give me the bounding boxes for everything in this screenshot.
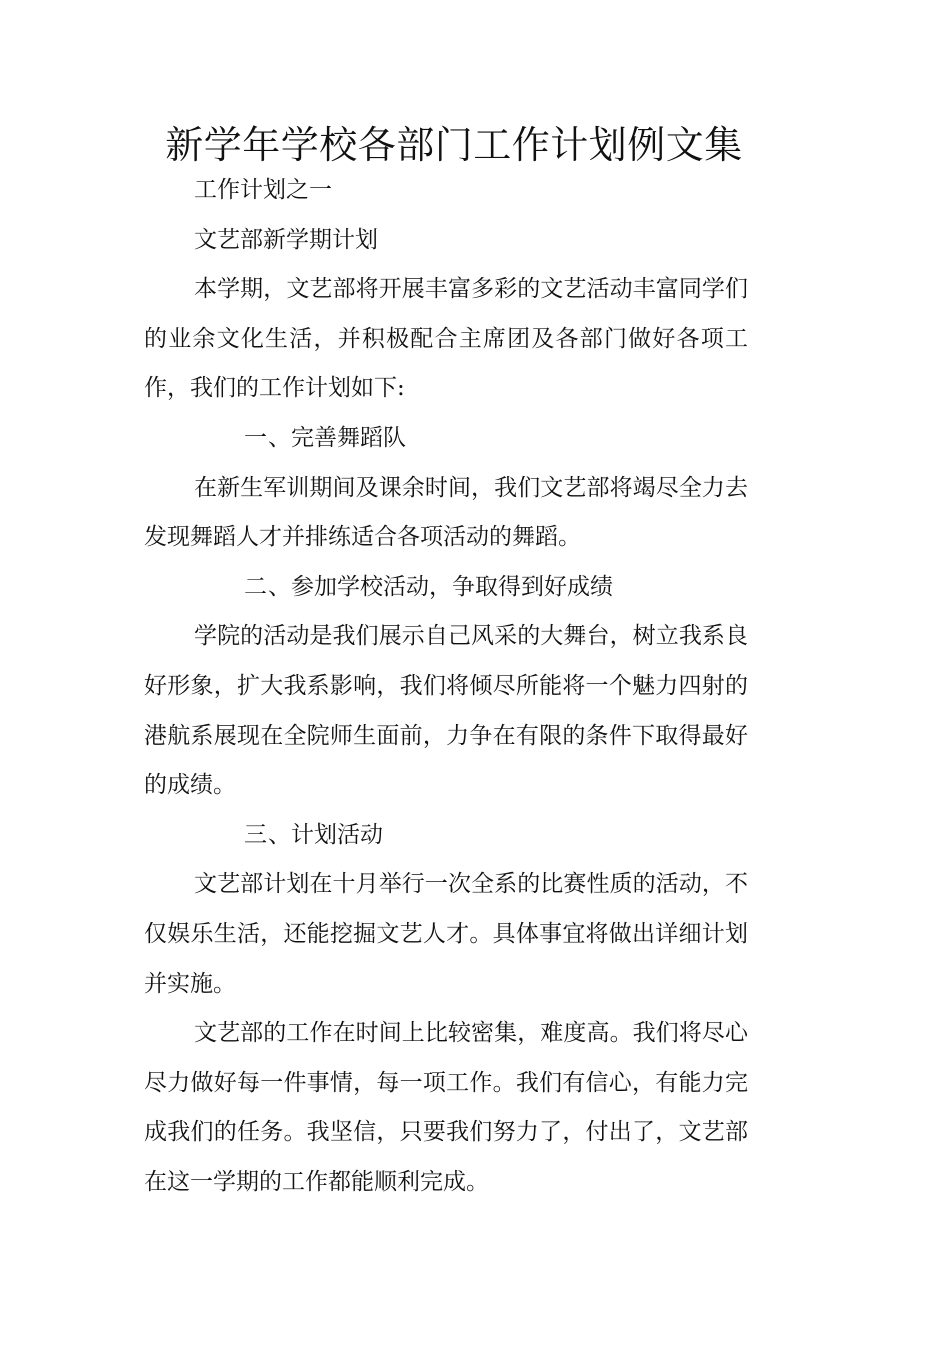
item-heading-text-2: 、参加学校活动，争取得到好成绩 [268, 573, 613, 600]
intro-paragraph: 本学期，文艺部将开展丰富多彩的文艺活动丰富同学们的业余文化生活，并积极配合主席团及各部门做好各项工作，我们的工作计划如下: [144, 276, 748, 402]
item-paragraph-2: 学院的活动是我们展示自己风采的大舞台，树立我系良好形象，扩大我系影响，我们将倾尽所能将一个魅力四射的港航系展现在全院师生面前，力争在有限的条件下取得最好的成绩。 [144, 623, 748, 799]
item-heading-text-1: 、完善舞蹈队 [268, 424, 406, 451]
section-title: 文艺部新学期计划 [194, 226, 378, 253]
item-number-1: 一 [244, 424, 267, 451]
item-number-3: 三 [244, 821, 267, 848]
closing-paragraph: 文艺部的工作在时间上比较密集，难度高。我们将尽心尽力做好每一件事情，每一项工作。我们有信心，有能力完成我们的任务。我坚信，只要我们努力了，付出了，文艺部在这一学期的工作都能顺利完成。 [144, 1020, 748, 1195]
item-paragraph-1: 在新生军训期间及课余时间，我们文艺部将竭尽全力去发现舞蹈人才并排练适合各项活动的舞蹈。 [144, 474, 748, 551]
plan-subtitle: 工作计划之一 [194, 177, 332, 203]
item-paragraph-3: 文艺部计划在十月举行一次全系的比赛性质的活动，不仅娱乐生活，还能挖掘文艺人才。具体事宜将做出详细计划并实施。 [144, 871, 748, 997]
item-heading-1 [144, 414, 748, 464]
item-number-2: 二 [244, 573, 267, 600]
document-body [144, 166, 748, 1207]
item-heading-3 [144, 811, 748, 861]
item-heading-text-3: 、计划活动 [268, 821, 383, 848]
item-heading-2 [144, 563, 748, 613]
document-title: 新学年学校各部门工作计划例文集 [165, 123, 743, 167]
